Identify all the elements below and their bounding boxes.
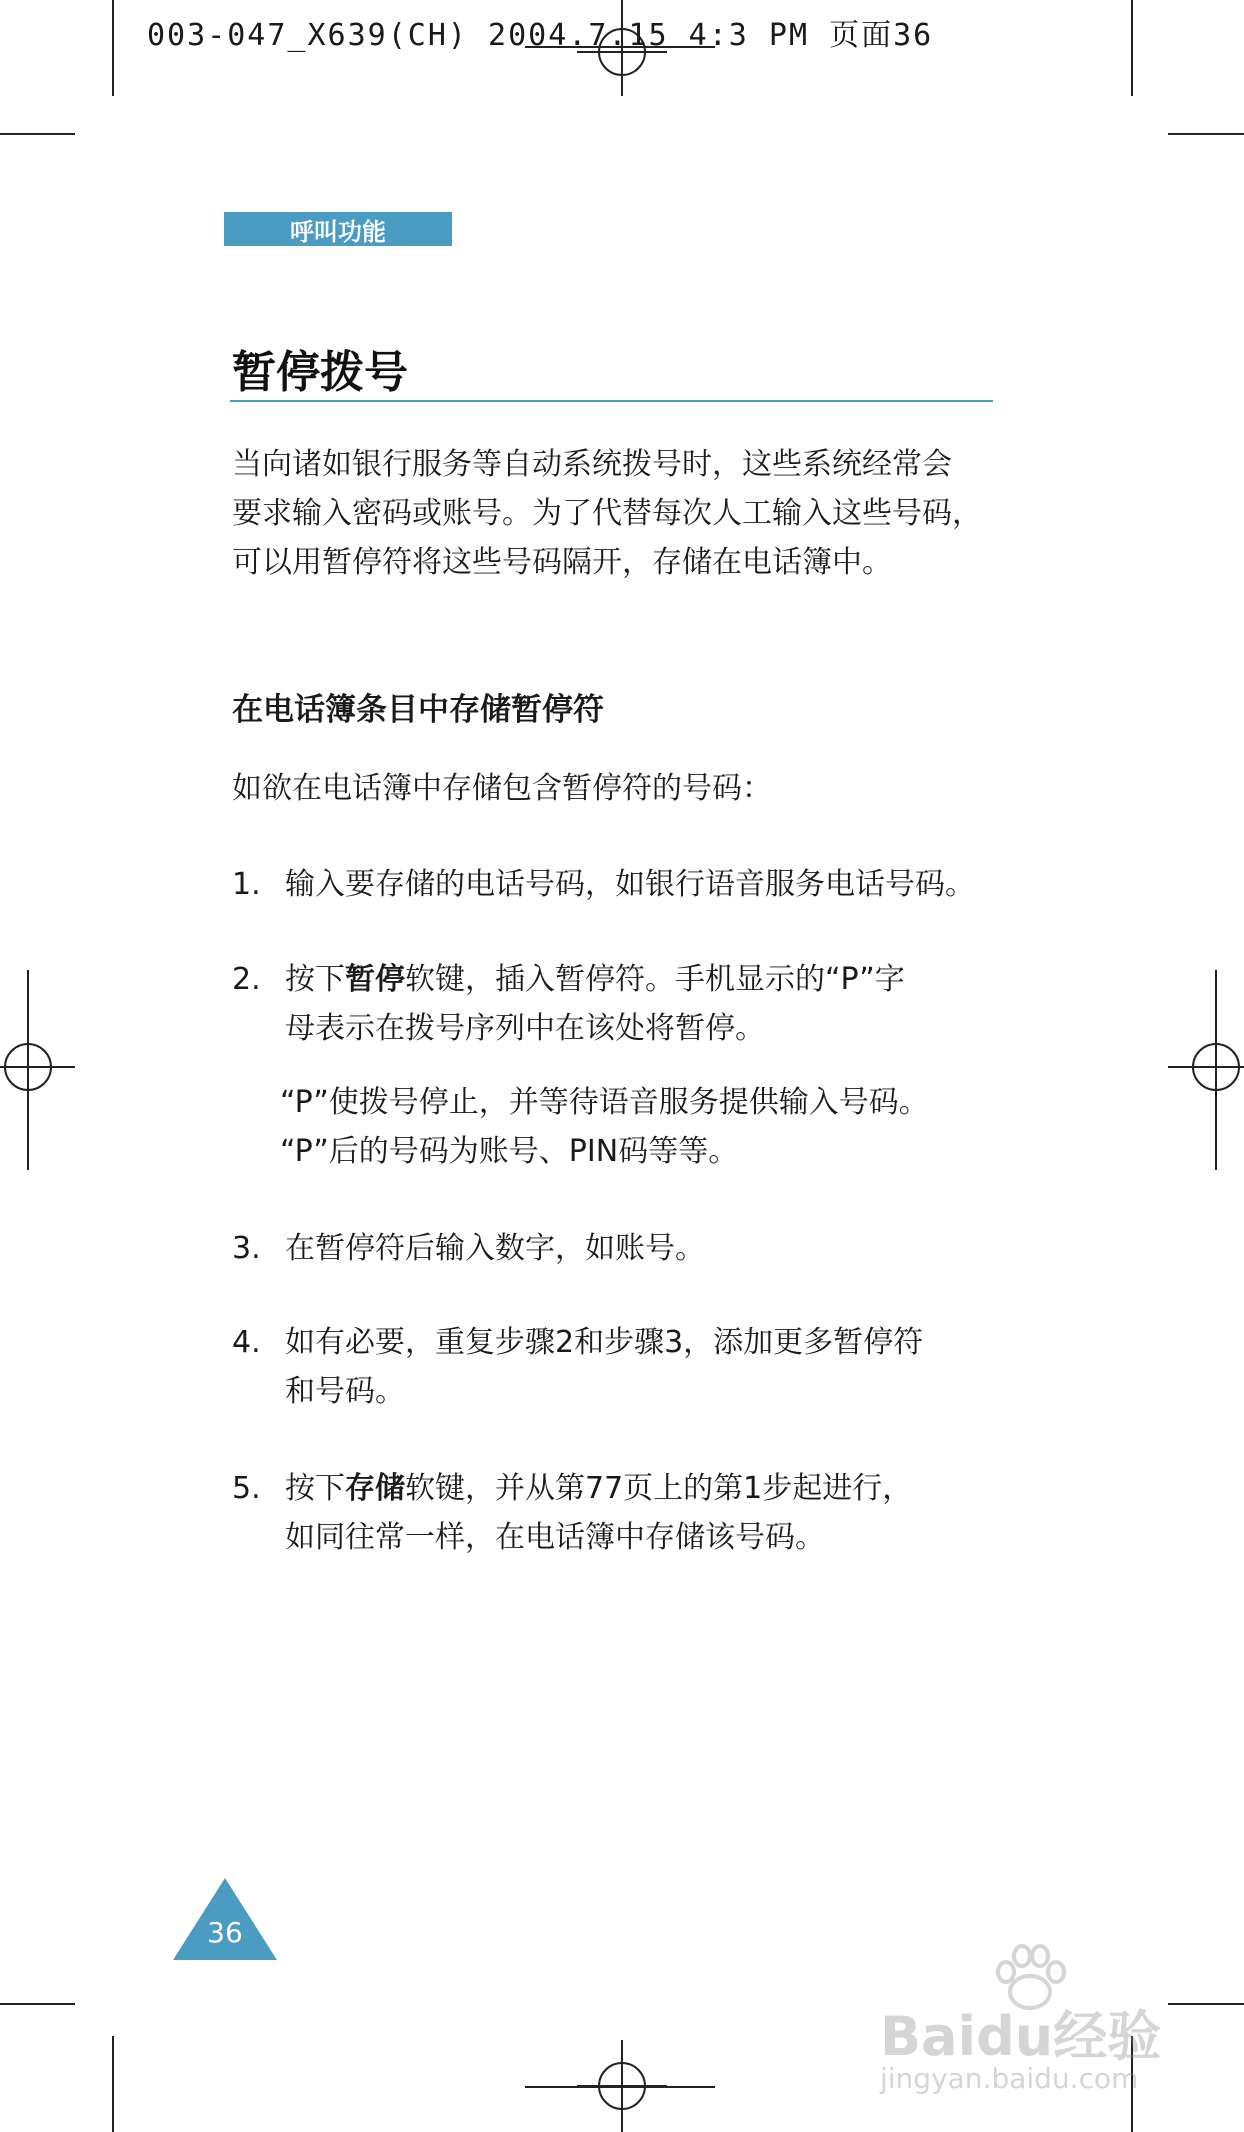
softkey-label: 存储 [345, 1471, 405, 1506]
print-header-stamp: 003-047_X639(CH) 2004.7.15 4:3 PM 页面36 [147, 18, 934, 53]
step-text [285, 860, 1025, 909]
registration-mark-icon [1168, 970, 1244, 1170]
step-text [285, 1464, 1025, 1562]
crop-mark [0, 2003, 75, 2005]
step-text [285, 955, 1025, 1053]
intro-line: 可以用暂停符将这些号码隔开，存储在电话簿中。 [232, 545, 892, 580]
step-text-line: 如同往常一样，在电话簿中存储该号码。 [285, 1520, 825, 1555]
page-title: 暂停拨号 [232, 347, 408, 398]
step-text-line: 母表示在拨号序列中在该处将暂停。 [285, 1011, 765, 1046]
intro-line: 要求输入密码或账号。为了代替每次人工输入这些号码， [232, 496, 982, 531]
step-text [285, 1318, 1025, 1416]
page-number: 36 [207, 1916, 243, 1949]
watermark [880, 1944, 1180, 2094]
crop-mark [1168, 133, 1244, 135]
step-number: 3. [232, 1231, 261, 1266]
step-text-line: 输入要存储的电话号码，如银行语音服务电话号码。 [285, 867, 975, 902]
intro-line: 当向诸如银行服务等自动系统拨号时，这些系统经常会 [232, 447, 952, 482]
intro-paragraph [232, 440, 1012, 587]
step-number: 4. [232, 1325, 261, 1360]
step-number: 2. [232, 962, 261, 997]
crop-mark [1131, 0, 1133, 96]
subheading: 在电话簿条目中存储暂停符 [232, 692, 604, 728]
note-line: “P”后的号码为账号、PIN码等等。 [280, 1134, 739, 1169]
watermark-url: jingyan.baidu.com [880, 2062, 1139, 2095]
step-text-line: 和号码。 [285, 1374, 405, 1409]
registration-mark-icon [577, 2040, 667, 2132]
step-text-line: 软键，插入暂停符。手机显示的“P”字 [405, 962, 905, 997]
registration-mark-icon [0, 970, 75, 1170]
section-tab: 呼叫功能 [224, 212, 452, 246]
step-text-line: 按下 [285, 1471, 345, 1506]
crop-mark [0, 133, 75, 135]
step-number: 5. [232, 1471, 261, 1506]
step-text-line: 在暂停符后输入数字，如账号。 [285, 1231, 705, 1266]
page-number-badge [173, 1878, 277, 1960]
crop-mark [112, 2036, 114, 2132]
step-text-line: 按下 [285, 962, 345, 997]
step-text [285, 1224, 1025, 1273]
crop-mark [112, 0, 114, 96]
step-note [280, 1078, 1020, 1176]
title-underline [230, 400, 993, 402]
note-line: “P”使拨号停止，并等待语音服务提供输入号码。 [280, 1085, 929, 1120]
step-number: 1. [232, 867, 261, 902]
softkey-label: 暂停 [345, 962, 405, 997]
step-text-line: 软键，并从第77页上的第1步起进行， [405, 1471, 913, 1506]
lead-text: 如欲在电话簿中存储包含暂停符的号码： [232, 771, 772, 806]
watermark-brand: Baidu经验 [880, 2005, 1162, 2068]
step-text-line: 如有必要，重复步骤2和步骤3，添加更多暂停符 [285, 1325, 924, 1360]
